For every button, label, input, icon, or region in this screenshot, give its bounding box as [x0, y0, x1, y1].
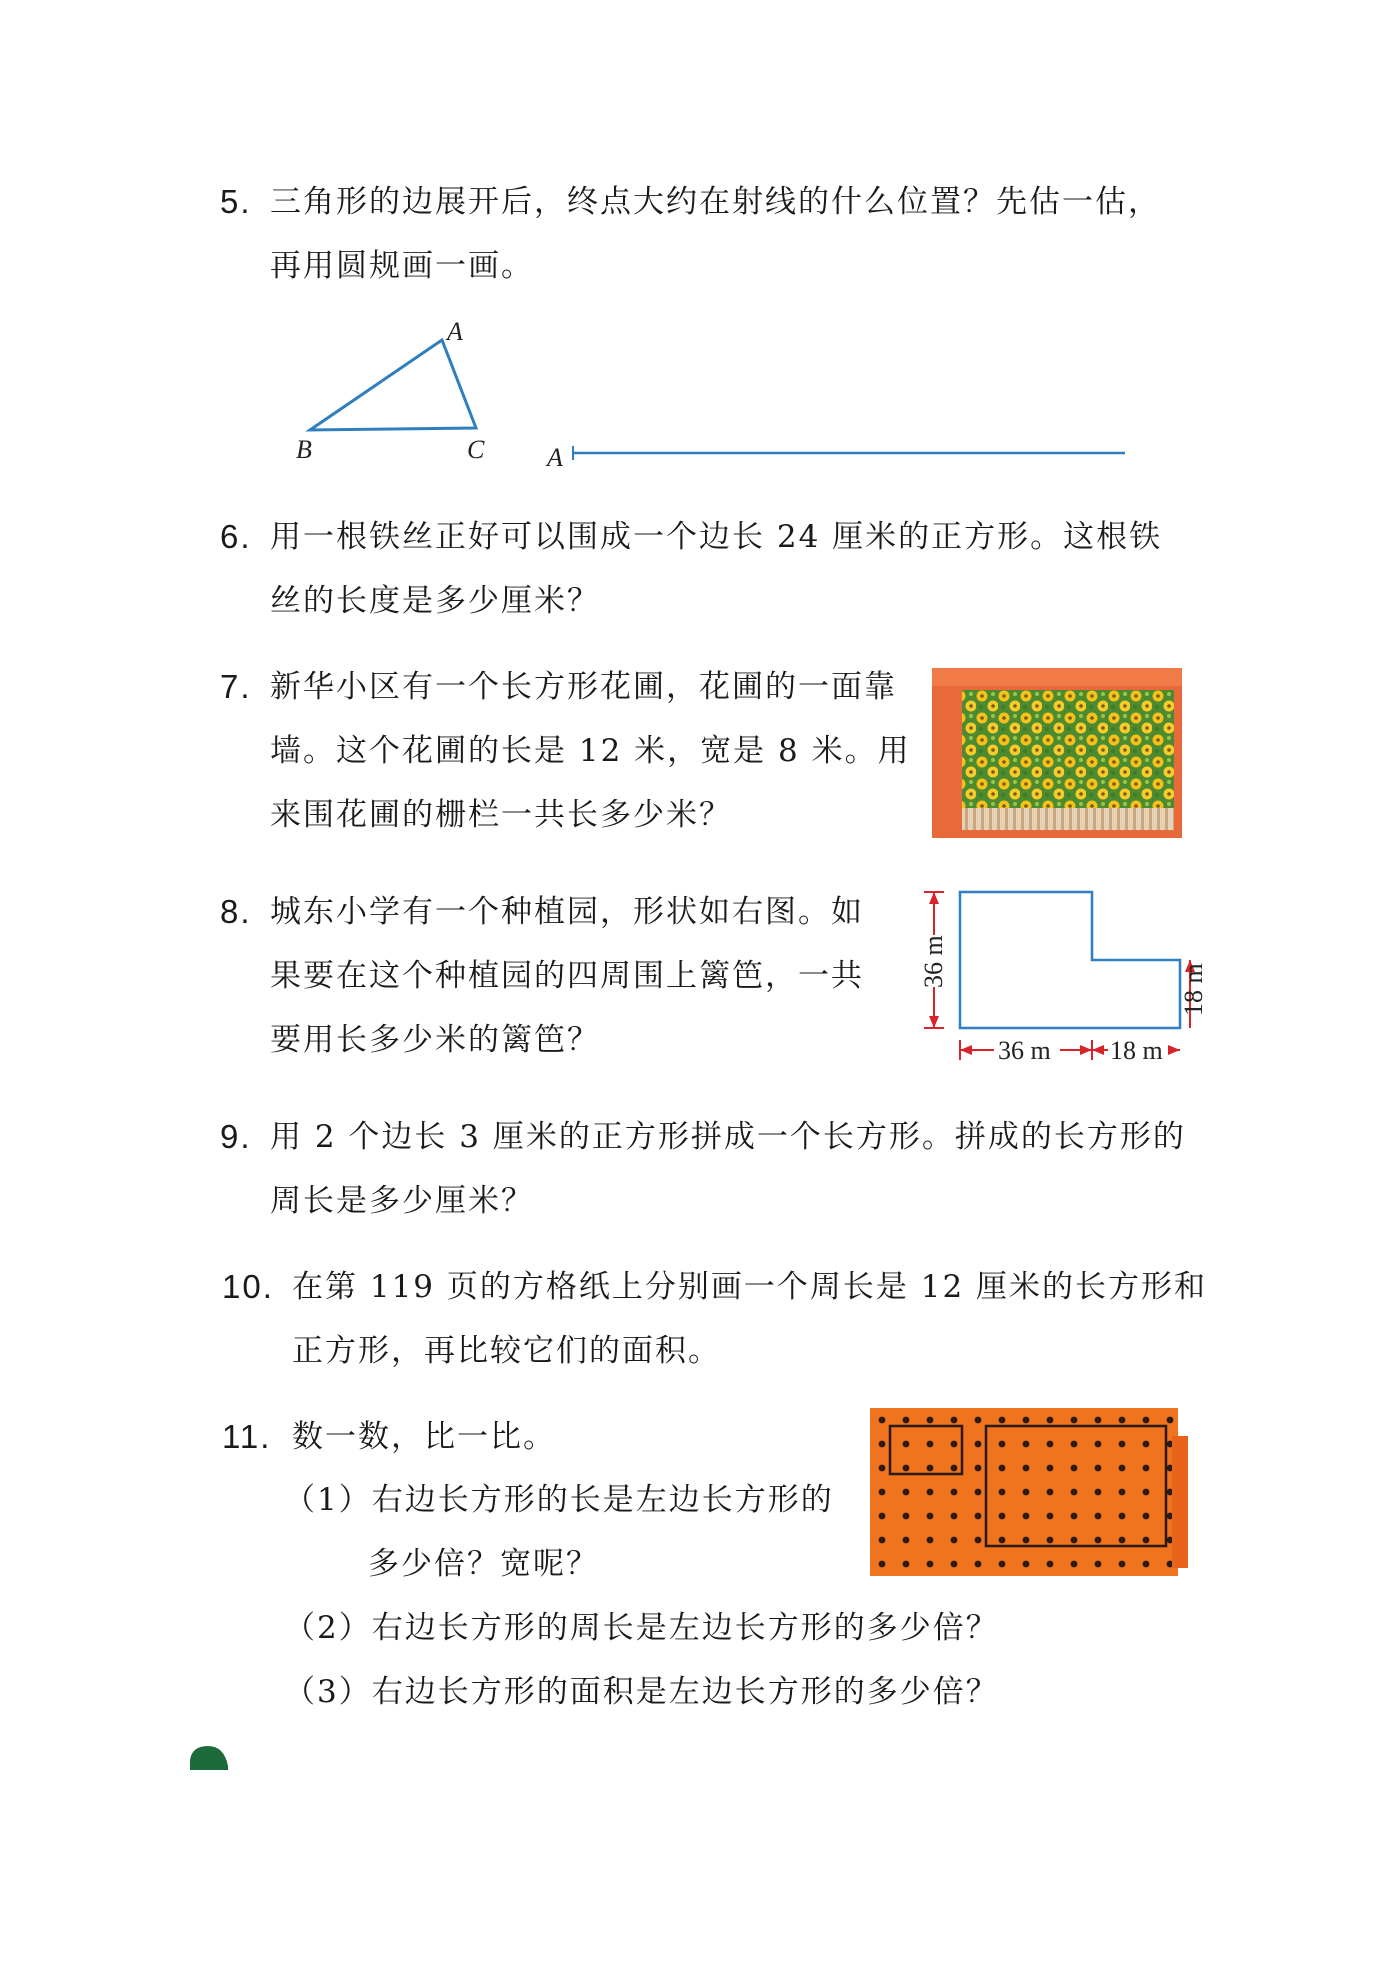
right-dim-label: 18 m [1179, 963, 1208, 1016]
page-corner-shape [190, 1746, 228, 1770]
question-10-line-1: 在第 119 页的方格纸上分别画一个周长是 12 厘米的长方形和 [292, 1269, 1208, 1305]
question-11-sub-2: （2）右边长方形的周长是左边长方形的多少倍？ [284, 1610, 999, 1646]
question-11-title: 数一数，比一比。 [292, 1419, 556, 1455]
question-8-line-3: 要用长多少米的篱笆？ [270, 1022, 600, 1058]
question-8-line-1: 城东小学有一个种植园，形状如右图。如 [270, 894, 864, 930]
question-11-number: 11. [222, 1418, 272, 1455]
question-5-number: 5. [220, 183, 252, 220]
question-11-sub-1-line-2: 多少倍？宽呢？ [368, 1546, 599, 1582]
question-11-sub-1-line-1: （1）右边长方形的长是左边长方形的 [284, 1482, 834, 1518]
question-8 [220, 880, 930, 1072]
geoboard-edge [1172, 1436, 1188, 1568]
garden-wall-top [932, 668, 1182, 686]
bottom-right-arrow-left [1092, 1045, 1104, 1055]
question-7-line-3: 来围花圃的栅栏一共长多少米？ [270, 797, 732, 833]
ray-figure [545, 430, 1145, 470]
height-dim-arrow-bottom [929, 1016, 939, 1028]
question-10 [222, 1255, 1208, 1383]
bottom-left-arrow-right [1080, 1045, 1092, 1055]
question-7-line-1: 新华小区有一个长方形花圃，花圃的一面靠 [270, 669, 897, 705]
question-7-number: 7. [220, 668, 252, 705]
geoboard-image [870, 1408, 1188, 1576]
page-edge [1388, 0, 1398, 1965]
ray-start-label: A [547, 443, 563, 472]
question-8-line-2: 果要在这个种植园的四周围上篱笆，一共 [270, 958, 864, 994]
question-5-line-1: 三角形的边展开后，终点大约在射线的什么位置？先估一估， [270, 184, 1161, 220]
question-9-number: 9. [220, 1118, 252, 1155]
triangle-abc [310, 340, 476, 430]
bottom-right-dim-label: 18 m [1110, 1036, 1163, 1065]
triangle-abc-figure [290, 317, 490, 470]
page-corner-marker [190, 1746, 230, 1770]
question-7-line-2: 墙。这个花圃的长是 12 米，宽是 8 米。用 [270, 733, 911, 769]
height-dim-label: 36 m [919, 935, 948, 988]
question-5 [220, 170, 1190, 298]
question-5-line-2: 再用圆规画一画。 [270, 248, 534, 284]
question-10-number: 10. [222, 1268, 274, 1305]
bottom-right-arrow-right [1168, 1045, 1180, 1055]
vertex-a-label: A [447, 317, 463, 346]
height-dim-arrow-top [929, 892, 939, 904]
flower-bed [962, 690, 1174, 812]
bottom-left-arrow-left [960, 1045, 972, 1055]
question-6 [220, 505, 1190, 633]
question-9-line-1: 用 2 个边长 3 厘米的正方形拼成一个长方形。拼成的长方形的 [270, 1119, 1186, 1155]
question-9 [220, 1105, 1190, 1233]
planting-garden-diagram [912, 880, 1208, 1080]
question-11-sub-3: （3）右边长方形的面积是左边长方形的多少倍？ [284, 1674, 999, 1710]
question-11 [222, 1405, 870, 1469]
vertex-c-label: C [467, 435, 485, 464]
vertex-b-label: B [296, 435, 312, 464]
question-6-line-1: 用一根铁丝正好可以围成一个边长 24 厘米的正方形。这根铁 [270, 519, 1163, 555]
question-9-line-2: 周长是多少厘米？ [270, 1183, 534, 1219]
question-6-number: 6. [220, 518, 252, 555]
question-6-line-2: 丝的长度是多少厘米？ [270, 583, 600, 619]
question-10-line-2: 正方形，再比较它们的面积。 [292, 1333, 721, 1369]
bottom-left-dim-label: 36 m [998, 1036, 1051, 1065]
l-shape-garden [960, 892, 1180, 1028]
flower-garden-image [932, 668, 1182, 838]
question-7 [220, 655, 930, 847]
question-8-number: 8. [220, 893, 252, 930]
garden-fence [962, 808, 1174, 830]
